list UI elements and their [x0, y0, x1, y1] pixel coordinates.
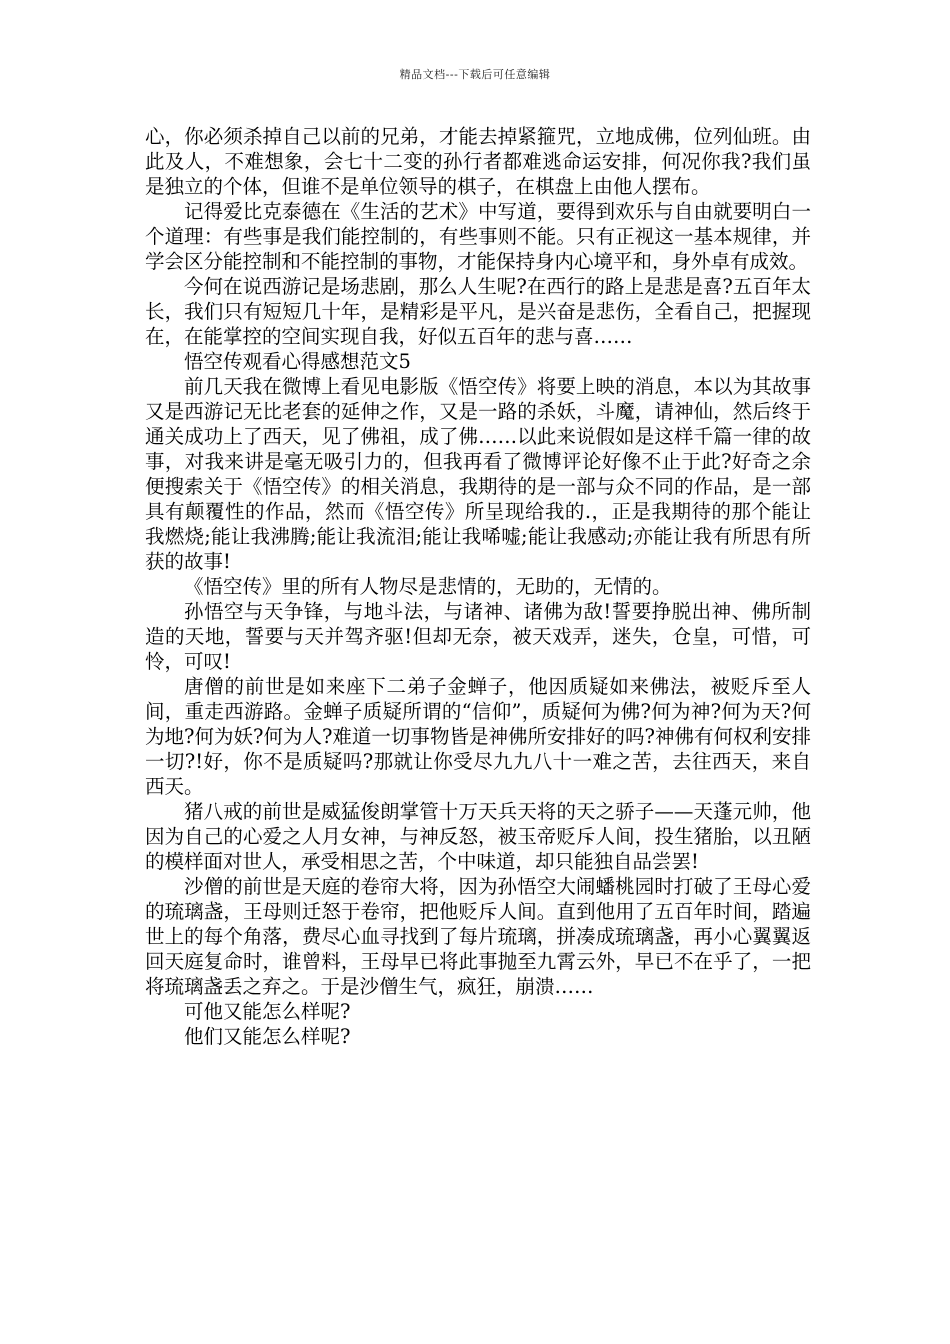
- section-title: 悟空传观看心得感想范文5: [184, 350, 411, 373]
- paragraph: 心，你必须杀掉自己以前的兄弟，才能去掉紧箍咒，立地成佛，位列仙班。由此及人，不难想象，会七十二变的孙行者都难逃命运安排，何况你我?我们虽是独立的个体，但谁不是单位领导的棋子，在棋盘上由他人摆布。: [145, 125, 811, 198]
- paragraph: 沙僧的前世是天庭的卷帘大将，因为孙悟空大闹蟠桃园时打破了王母心爱的琉璃盏，王母则迁怒于卷帘，把他贬斥人间。直到他用了五百年时间，踏遍世上的每个角落，费尽心血寻找到了每片琉璃，拼凑成琉璃盏，再小心翼翼返回天庭复命时，谁曾料，王母早已将此事抛至九霄云外，早已不在乎了，一把将琉璃盏丢之弃之。于是沙僧生气，疯狂，崩溃……: [145, 875, 811, 998]
- page-header: 精品文档---下载后可任意编辑: [399, 68, 551, 81]
- paragraph: 唐僧的前世是如来座下二弟子金蝉子，他因质疑如来佛法，被贬斥至人间，重走西游路。金蝉子质疑所谓的“信仰”，质疑何为佛?何为神?何为天?何为地?何为妖?何为人?难道一切事物皆是神佛所安排好的吗?神佛有何权利安排一切?!好，你不是质疑吗?那就让你受尽九九八十一难之苦，去往西天，来自西天。: [145, 675, 811, 798]
- document-body: [145, 124, 811, 1049]
- paragraph: 孙悟空与天争锋，与地斗法，与诸神、诸佛为敌!誓要挣脱出神、佛所制造的天地，誓要与天并驾齐驱!但却无奈，被天戏弄，迷失，仓皇，可惜，可怜，可叹!: [145, 600, 811, 673]
- paragraph: 他们又能怎么样呢?: [184, 1025, 351, 1048]
- paragraph: 猪八戒的前世是威猛俊朗掌管十万天兵天将的天之骄子——天蓬元帅，他因为自己的心爱之人月女神，与神反怒，被玉帝贬斥人间，投生猪胎，以丑陋的模样面对世人，承受相思之苦，个中味道，却只能独自品尝罢!: [145, 800, 811, 873]
- paragraph: 可他又能怎么样呢?: [184, 1000, 351, 1023]
- paragraph: 《悟空传》里的所有人物尽是悲情的，无助的，无情的。: [184, 575, 672, 598]
- paragraph: 今何在说西游记是场悲剧，那么人生呢?在西行的路上是悲是喜?五百年太长，我们只有短短几十年，是精彩是平凡，是兴奋是悲伤，全看自己，把握现在，在能掌控的空间实现自我，好似五百年的悲与喜……: [145, 275, 811, 348]
- paragraph: 前几天我在微博上看见电影版《悟空传》将要上映的消息，本以为其故事又是西游记无比老套的延伸之作，又是一路的杀妖，斗魔，请神仙，然后终于通关成功上了西天，见了佛祖，成了佛……以此来说假如是这样千篇一律的故事，对我来讲是毫无吸引力的，但我再看了微博评论好像不止于此?好奇之余便搜索关于《悟空传》的相关消息，我期待的是一部与众不同的作品，是一部具有颠覆性的作品，然而《悟空传》所呈现给我的.，正是我期待的那个能让我燃烧;能让我沸腾;能让我流泪;能让我唏嘘;能让我感动;亦能让我有所思有所获的故事!: [145, 375, 811, 573]
- paragraph: 记得爱比克泰德在《生活的艺术》中写道，要得到欢乐与自由就要明白一个道理：有些事是我们能控制的，有些事则不能。只有正视这一基本规律，并学会区分能控制和不能控制的事物，才能保持身内心境平和，身外卓有成效。: [145, 200, 811, 273]
